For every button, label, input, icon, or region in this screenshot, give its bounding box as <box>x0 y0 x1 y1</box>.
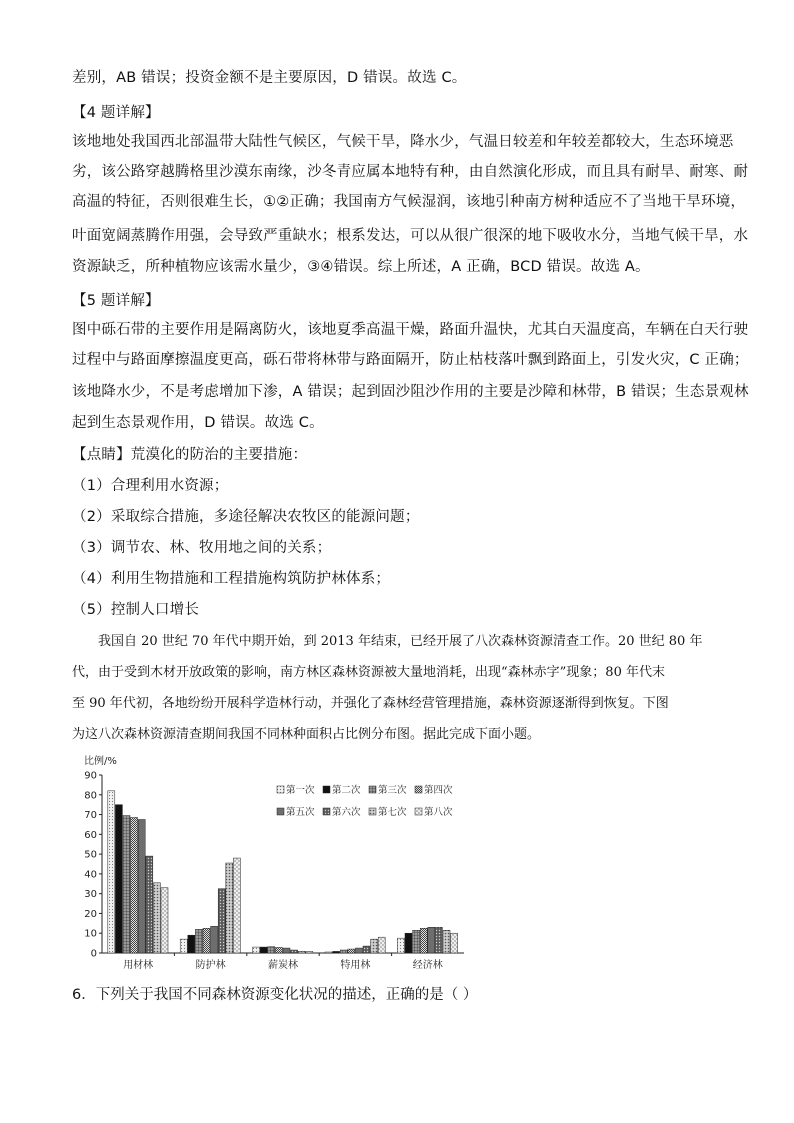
bar-3-2 <box>260 947 267 953</box>
bar-1-1 <box>108 791 115 953</box>
tip-heading: 【点睛】荒漠化的防治的主要措施： <box>72 447 308 463</box>
bar-5-8 <box>451 933 458 953</box>
y-tick-label: 90 <box>84 770 97 782</box>
q4-explanation-line: 资源缺乏，所种植物应该需水量少，③④错误。综上所述，A 正确，BCD 错误。故选 A。 <box>72 259 650 275</box>
legend-swatch <box>277 786 284 793</box>
q5-explanation-line: 起到生态景观作用，D 错误。故选 C。 <box>72 415 324 431</box>
y-tick-label: 70 <box>84 810 97 822</box>
section-heading-q4: 【4 题详解】 <box>72 105 160 121</box>
forest-type-proportion-bar-chart <box>72 752 472 977</box>
legend-label: 第五次 <box>286 807 315 818</box>
legend-label: 第六次 <box>332 807 361 818</box>
passage-line: 为这八次森林资源清查期间我国不同林种面积占比例分布图。据此完成下面小题。 <box>72 727 541 742</box>
passage-line: 至 90 年代初，各地纷纷开展科学造林行动，并强化了森林经营管理措施，森林资源逐渐得到恢复。下图 <box>72 696 669 711</box>
bar-1-6 <box>146 856 153 953</box>
bar-1-2 <box>115 805 122 953</box>
bar-5-7 <box>443 930 450 953</box>
bar-2-7 <box>226 863 233 953</box>
x-category-label: 经济林 <box>412 960 443 971</box>
bar-3-1 <box>253 947 260 953</box>
bar-5-1 <box>397 938 404 953</box>
q5-explanation-line: 过程中与路面摩擦温度更高，砾石带将林带与路面隔开，防止枯枝落叶飘到路面上，引发火灾，C 正确； <box>72 352 749 368</box>
bar-1-5 <box>138 820 145 954</box>
y-tick-label: 80 <box>84 790 97 802</box>
bar-5-6 <box>435 927 442 953</box>
passage-line: 代，由于受到木材开放政策的影响，南方林区森林资源被大量地消耗，出现“森林赤字”现象；80 年代末 <box>72 665 665 680</box>
legend-label: 第二次 <box>332 785 361 796</box>
legend-swatch <box>415 808 422 815</box>
bar-4-8 <box>378 937 385 953</box>
q5-explanation-line: 该地降水少，不是考虑增加下渗，A 错误；起到固沙阻沙作用的主要是沙障和林带，B 错误；生态景观林 <box>72 384 749 400</box>
bar-3-7 <box>298 951 305 953</box>
y-tick-label: 60 <box>84 829 97 841</box>
q4-explanation-line: 叶面宽阔蒸腾作用强，会导致严重缺水；根系发达，可以从很广很深的地下吸收水分，当地气候干旱，水 <box>72 228 749 244</box>
q4-explanation-line: 该地地处我国西北部温带大陆性气候区，气候干旱，降水少，气温日较差和年较差都较大，生态环境恶 <box>72 134 734 150</box>
x-category-label: 防护林 <box>195 960 226 971</box>
y-tick-label: 40 <box>84 869 97 881</box>
bar-1-4 <box>131 818 138 953</box>
bar-4-1 <box>325 952 332 953</box>
legend-label: 第八次 <box>424 807 453 818</box>
bar-2-1 <box>180 939 187 953</box>
legend-label: 第七次 <box>378 807 407 818</box>
answer-text-3-ending: 差别，AB 错误；投资金额不是主要原因，D 错误。故选 C。 <box>72 70 467 86</box>
bar-2-4 <box>203 928 210 953</box>
q5-explanation-line: 图中砾石带的主要作用是隔离防火，该地夏季高温干燥，路面升温快，尤其白天温度高，车辆在白天行驶 <box>72 322 749 338</box>
bar-4-7 <box>371 939 378 953</box>
question-6-stem: 6．下列关于我国不同森林资源变化状况的描述，正确的是（ ） <box>72 987 478 1003</box>
y-tick-label: 10 <box>84 928 97 940</box>
bar-2-2 <box>188 935 195 953</box>
bar-1-3 <box>123 816 130 953</box>
y-tick-label: 0 <box>90 948 97 960</box>
legend-swatch <box>415 786 422 793</box>
measure-item: （3）调节农、林、牧用地之间的关系； <box>72 540 332 556</box>
bar-4-4 <box>348 949 355 953</box>
legend-swatch <box>323 786 330 793</box>
bar-5-3 <box>413 930 420 953</box>
bar-3-5 <box>283 948 290 953</box>
y-axis-title: 比例/% <box>84 756 117 767</box>
measure-item: （1）合理利用水资源； <box>72 478 229 494</box>
bar-3-4 <box>275 947 282 953</box>
bar-2-6 <box>218 889 225 953</box>
legend-swatch <box>369 808 376 815</box>
bar-3-6 <box>291 950 298 953</box>
x-category-label: 特用林 <box>340 960 371 971</box>
bar-4-3 <box>340 950 347 953</box>
bar-4-5 <box>355 948 362 953</box>
y-tick-label: 50 <box>84 849 97 861</box>
y-tick-label: 30 <box>84 889 97 901</box>
bar-1-7 <box>153 883 160 953</box>
bar-4-6 <box>363 946 370 953</box>
material-passage <box>72 626 732 750</box>
measure-item: （2）采取综合措施，多途径解决农牧区的能源问题； <box>72 509 420 525</box>
q4-explanation-line: 高温的特征，否则很难生长，①②正确；我国南方气候湿润，该地引种南方树种适应不了当地干旱环境， <box>72 194 746 210</box>
bar-2-8 <box>233 858 240 953</box>
bar-5-2 <box>405 933 412 953</box>
bar-4-2 <box>333 951 340 953</box>
bar-3-3 <box>268 947 275 953</box>
q4-explanation-line: 劣，该公路穿越腾格里沙漠东南缘，沙冬青应属本地特有种，由自然演化形成，而且具有耐旱、耐寒、耐 <box>72 164 749 180</box>
measure-item: （4）利用生物措施和工程措施构筑防护林体系； <box>72 571 391 587</box>
x-category-label: 薪炭林 <box>268 960 298 971</box>
bar-5-4 <box>420 928 427 953</box>
legend-label: 第四次 <box>424 785 453 796</box>
legend-swatch <box>323 808 330 815</box>
x-category-label: 用材林 <box>123 960 154 971</box>
y-tick-label: 20 <box>84 908 97 920</box>
bar-1-8 <box>161 888 168 953</box>
legend-swatch <box>369 786 376 793</box>
bar-2-3 <box>195 929 202 953</box>
bar-5-5 <box>428 927 435 953</box>
measure-item: （5）控制人口增长 <box>72 602 200 618</box>
bar-2-5 <box>211 926 218 953</box>
passage-line: 我国自 20 世纪 70 年代中期开始，到 2013 年结束，已经开展了八次森林资源清查工作。20 世纪 80 年 <box>98 634 703 649</box>
legend-swatch <box>277 808 284 815</box>
bar-3-8 <box>306 951 313 953</box>
legend-label: 第三次 <box>378 785 407 796</box>
legend-label: 第一次 <box>286 785 315 796</box>
section-heading-q5: 【5 题详解】 <box>72 293 160 309</box>
